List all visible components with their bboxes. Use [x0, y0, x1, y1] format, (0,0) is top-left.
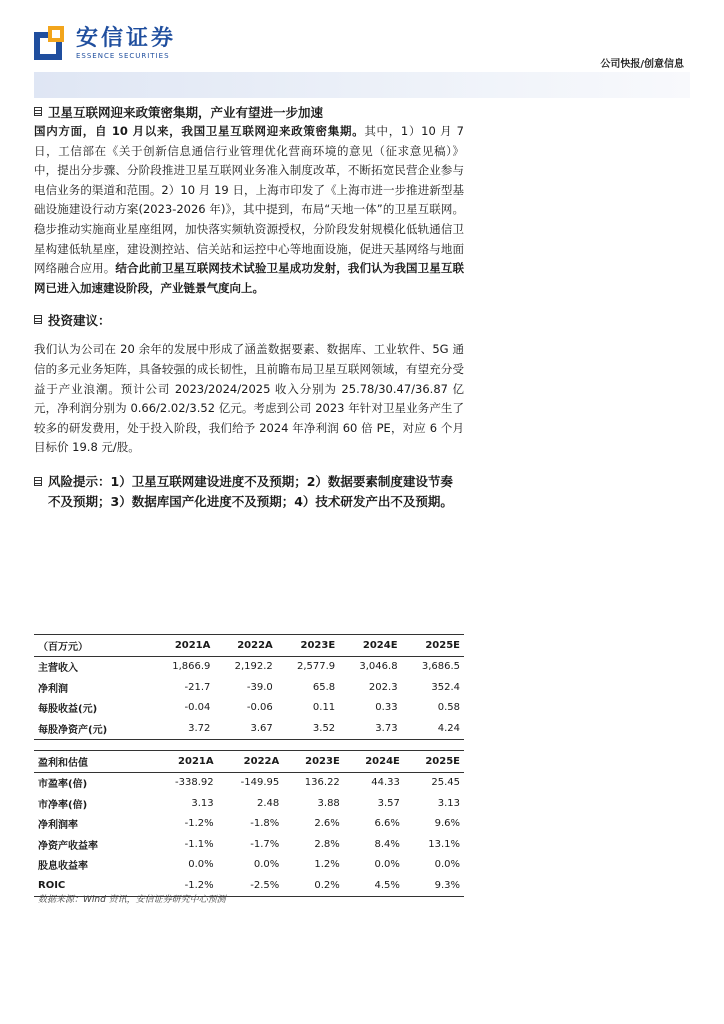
table-cell: 1.2%	[314, 859, 340, 871]
table-row-label: ROIC	[34, 875, 152, 896]
table-cell: -0.04	[184, 702, 211, 714]
table-cell: 2,192.2	[234, 661, 273, 673]
table-row	[34, 772, 464, 793]
table-row-label: 每股收益(元)	[38, 704, 98, 716]
table-cell: 0.58	[437, 702, 460, 714]
list-icon	[34, 315, 42, 324]
table-row	[34, 834, 464, 855]
table-row-label: 净利润率	[38, 820, 78, 832]
section-policy-title	[34, 104, 464, 122]
financial-table	[34, 634, 464, 740]
list-icon	[34, 107, 42, 116]
table-cell: 136.22	[304, 777, 340, 789]
table-cell: 0.33	[375, 702, 398, 714]
table-cell: 0.0%	[434, 859, 460, 871]
table-row	[34, 656, 464, 677]
table-cell: 0.0%	[374, 859, 400, 871]
table-cell: 9.3%	[404, 875, 464, 896]
report-body	[34, 104, 464, 511]
table-cell: 8.4%	[374, 838, 400, 850]
section-invest-title-text: 投资建议：	[48, 313, 111, 329]
table-row	[34, 677, 464, 698]
table-cell: 2,577.9	[297, 661, 336, 673]
section-invest-paragraph: 我们认为公司在 20 余年的发展中形成了涵盖数据要素、数据库、工业软件、5G 通信的多元业务矩阵，具备较强的成长韧性，且前瞻布局卫星互联网领域，有望充分受益于产业浪潮。预计公司 2023/2024/2025 收入分别为 25.78/30.47/36.87 亿元，净利润分别为 0.66/2.02/3.52 亿元。考虑到公司 2023 年针对卫星业务产生了较多的研发费用，处于投入阶段，我们给予 2024 年净利润 60 倍 PE，对应 6 个月目标价 19.8 元/股。	[34, 342, 464, 455]
table-row-label: 市净率(倍)	[38, 799, 88, 811]
table-cell: 4.24	[402, 718, 464, 739]
report-type-tag: 公司快报/创意信息	[600, 59, 684, 70]
table-header-label: 盈利和估值	[34, 751, 152, 773]
table-cell: 3.57	[377, 797, 400, 809]
table-cell: -1.2%	[184, 818, 214, 830]
table-cell: -338.92	[175, 777, 214, 789]
table-cell: 3.88	[317, 797, 340, 809]
policy-body: 其中，1）10 月 7 日，工信部在《关于创新信息通信行业管理优化营商环境的意见（征求意见稿）》中，提出分步骤、分阶段推进卫星互联网业务准入制度改革，不断拓宽民营企业参与电信业务的渠道和范围。2）10 月 19 日，上海市印发了《上海市进一步推进新型基础设施建设行动方案(2023-2026 年)》，其中提到，布局“天地一体”的卫星互联网。稳步推动实施商业星座组网，加快落实频轨资源授权，分阶段发射规模化低轨通信卫星构建低轨星座，建设测控站、信关站和运控中心等地面设施，促进天基网络与地面网络融合应用。	[34, 124, 464, 276]
table-header-year: 2025E	[402, 635, 464, 657]
section-invest-title	[34, 312, 464, 330]
policy-conclusion: 结合此前卫星互联网技术试验卫星成功发射，我们认为我国卫星互联网已进入加速建设阶段，产业链景气度向上。	[34, 261, 464, 295]
logo-name-cn: 安信证券	[76, 26, 177, 51]
table-row-label: 净资产收益率	[38, 840, 98, 852]
company-logo	[34, 26, 176, 62]
table-cell: 3.73	[339, 718, 401, 739]
table-header-row	[34, 635, 464, 657]
table-cell: 3.52	[277, 718, 339, 739]
table-header-year: 2023E	[283, 751, 344, 773]
table-header-year: 2022A	[218, 751, 284, 773]
table-row	[34, 793, 464, 814]
table-row-label: 市盈率(倍)	[38, 779, 88, 791]
table-row-label: 主营收入	[38, 663, 78, 675]
header-band	[34, 72, 690, 98]
table-cell: 3.67	[214, 718, 276, 739]
table-cell: 1,866.9	[172, 661, 211, 673]
table-row	[34, 698, 464, 719]
table-cell: 202.3	[368, 681, 398, 693]
table-row	[34, 855, 464, 876]
logo-mark-icon	[34, 26, 68, 62]
table-cell: 9.6%	[434, 818, 460, 830]
table-header-year: 2024E	[344, 751, 404, 773]
table-cell: 4.5%	[344, 875, 404, 896]
table-row	[34, 814, 464, 835]
table-row-label: 股息收益率	[38, 861, 88, 873]
table-header-year: 2025E	[404, 751, 464, 773]
section-policy-paragraph	[34, 122, 464, 298]
section-risk-text: 风险提示：1）卫星互联网建设进度不及预期；2）数据要素制度建设节奏不及预期；3）数据库国产化进度不及预期；4）技术研发产出不及预期。	[48, 473, 453, 509]
table-cell: -1.7%	[250, 838, 280, 850]
table-cell: -1.1%	[184, 838, 214, 850]
data-source-note: 数据来源：Wind 资讯，安信证券研究中心预测	[38, 895, 226, 905]
table-cell: -2.5%	[218, 875, 284, 896]
table-row	[34, 718, 464, 739]
table-header-year: 2023E	[277, 635, 339, 657]
list-icon	[34, 477, 42, 486]
table-header-label: （百万元）	[34, 635, 152, 657]
table-cell: -1.2%	[152, 875, 218, 896]
table-row-label: 净利润	[38, 683, 68, 695]
table-cell: 0.11	[312, 702, 336, 714]
table-header-row	[34, 751, 464, 773]
table-header-year: 2021A	[152, 751, 218, 773]
table-row-label: 每股净资产(元)	[34, 718, 152, 739]
table-header-year: 2022A	[214, 635, 276, 657]
table-cell: 13.1%	[428, 838, 460, 850]
table-header-year: 2024E	[339, 635, 401, 657]
table-cell: 0.0%	[253, 859, 280, 871]
table-cell: -0.06	[246, 702, 273, 714]
table-cell: 6.6%	[374, 818, 400, 830]
table-cell: 2.48	[256, 797, 280, 809]
table-cell: -21.7	[184, 681, 211, 693]
table-cell: 3.13	[437, 797, 460, 809]
table-cell: 44.33	[371, 777, 400, 789]
table-cell: 3,046.8	[359, 661, 398, 673]
table-cell: 3.13	[191, 797, 214, 809]
table-cell: 65.8	[312, 681, 336, 693]
section-policy-title-text: 卫星互联网迎来政策密集期，产业有望进一步加速	[48, 105, 324, 120]
table-cell: 25.45	[431, 777, 460, 789]
logo-name-en: ESSENCE SECURITIES	[76, 52, 170, 60]
table-cell: -1.8%	[250, 818, 280, 830]
table-header-year: 2021A	[152, 635, 214, 657]
section-risk-title	[34, 472, 464, 511]
table-cell: 2.6%	[314, 818, 340, 830]
table-cell: 2.8%	[314, 838, 340, 850]
table-cell: 0.2%	[283, 875, 344, 896]
table-cell: 3,686.5	[421, 661, 460, 673]
valuation-table	[34, 750, 464, 897]
table-cell: -149.95	[240, 777, 280, 789]
table-cell: -39.0	[246, 681, 273, 693]
table-cell: 352.4	[431, 681, 460, 693]
policy-lead: 国内方面，自 10 月以来，我国卫星互联网迎来政策密集期。	[34, 124, 365, 138]
table-cell: 0.0%	[188, 859, 214, 871]
table-cell: 3.72	[152, 718, 214, 739]
